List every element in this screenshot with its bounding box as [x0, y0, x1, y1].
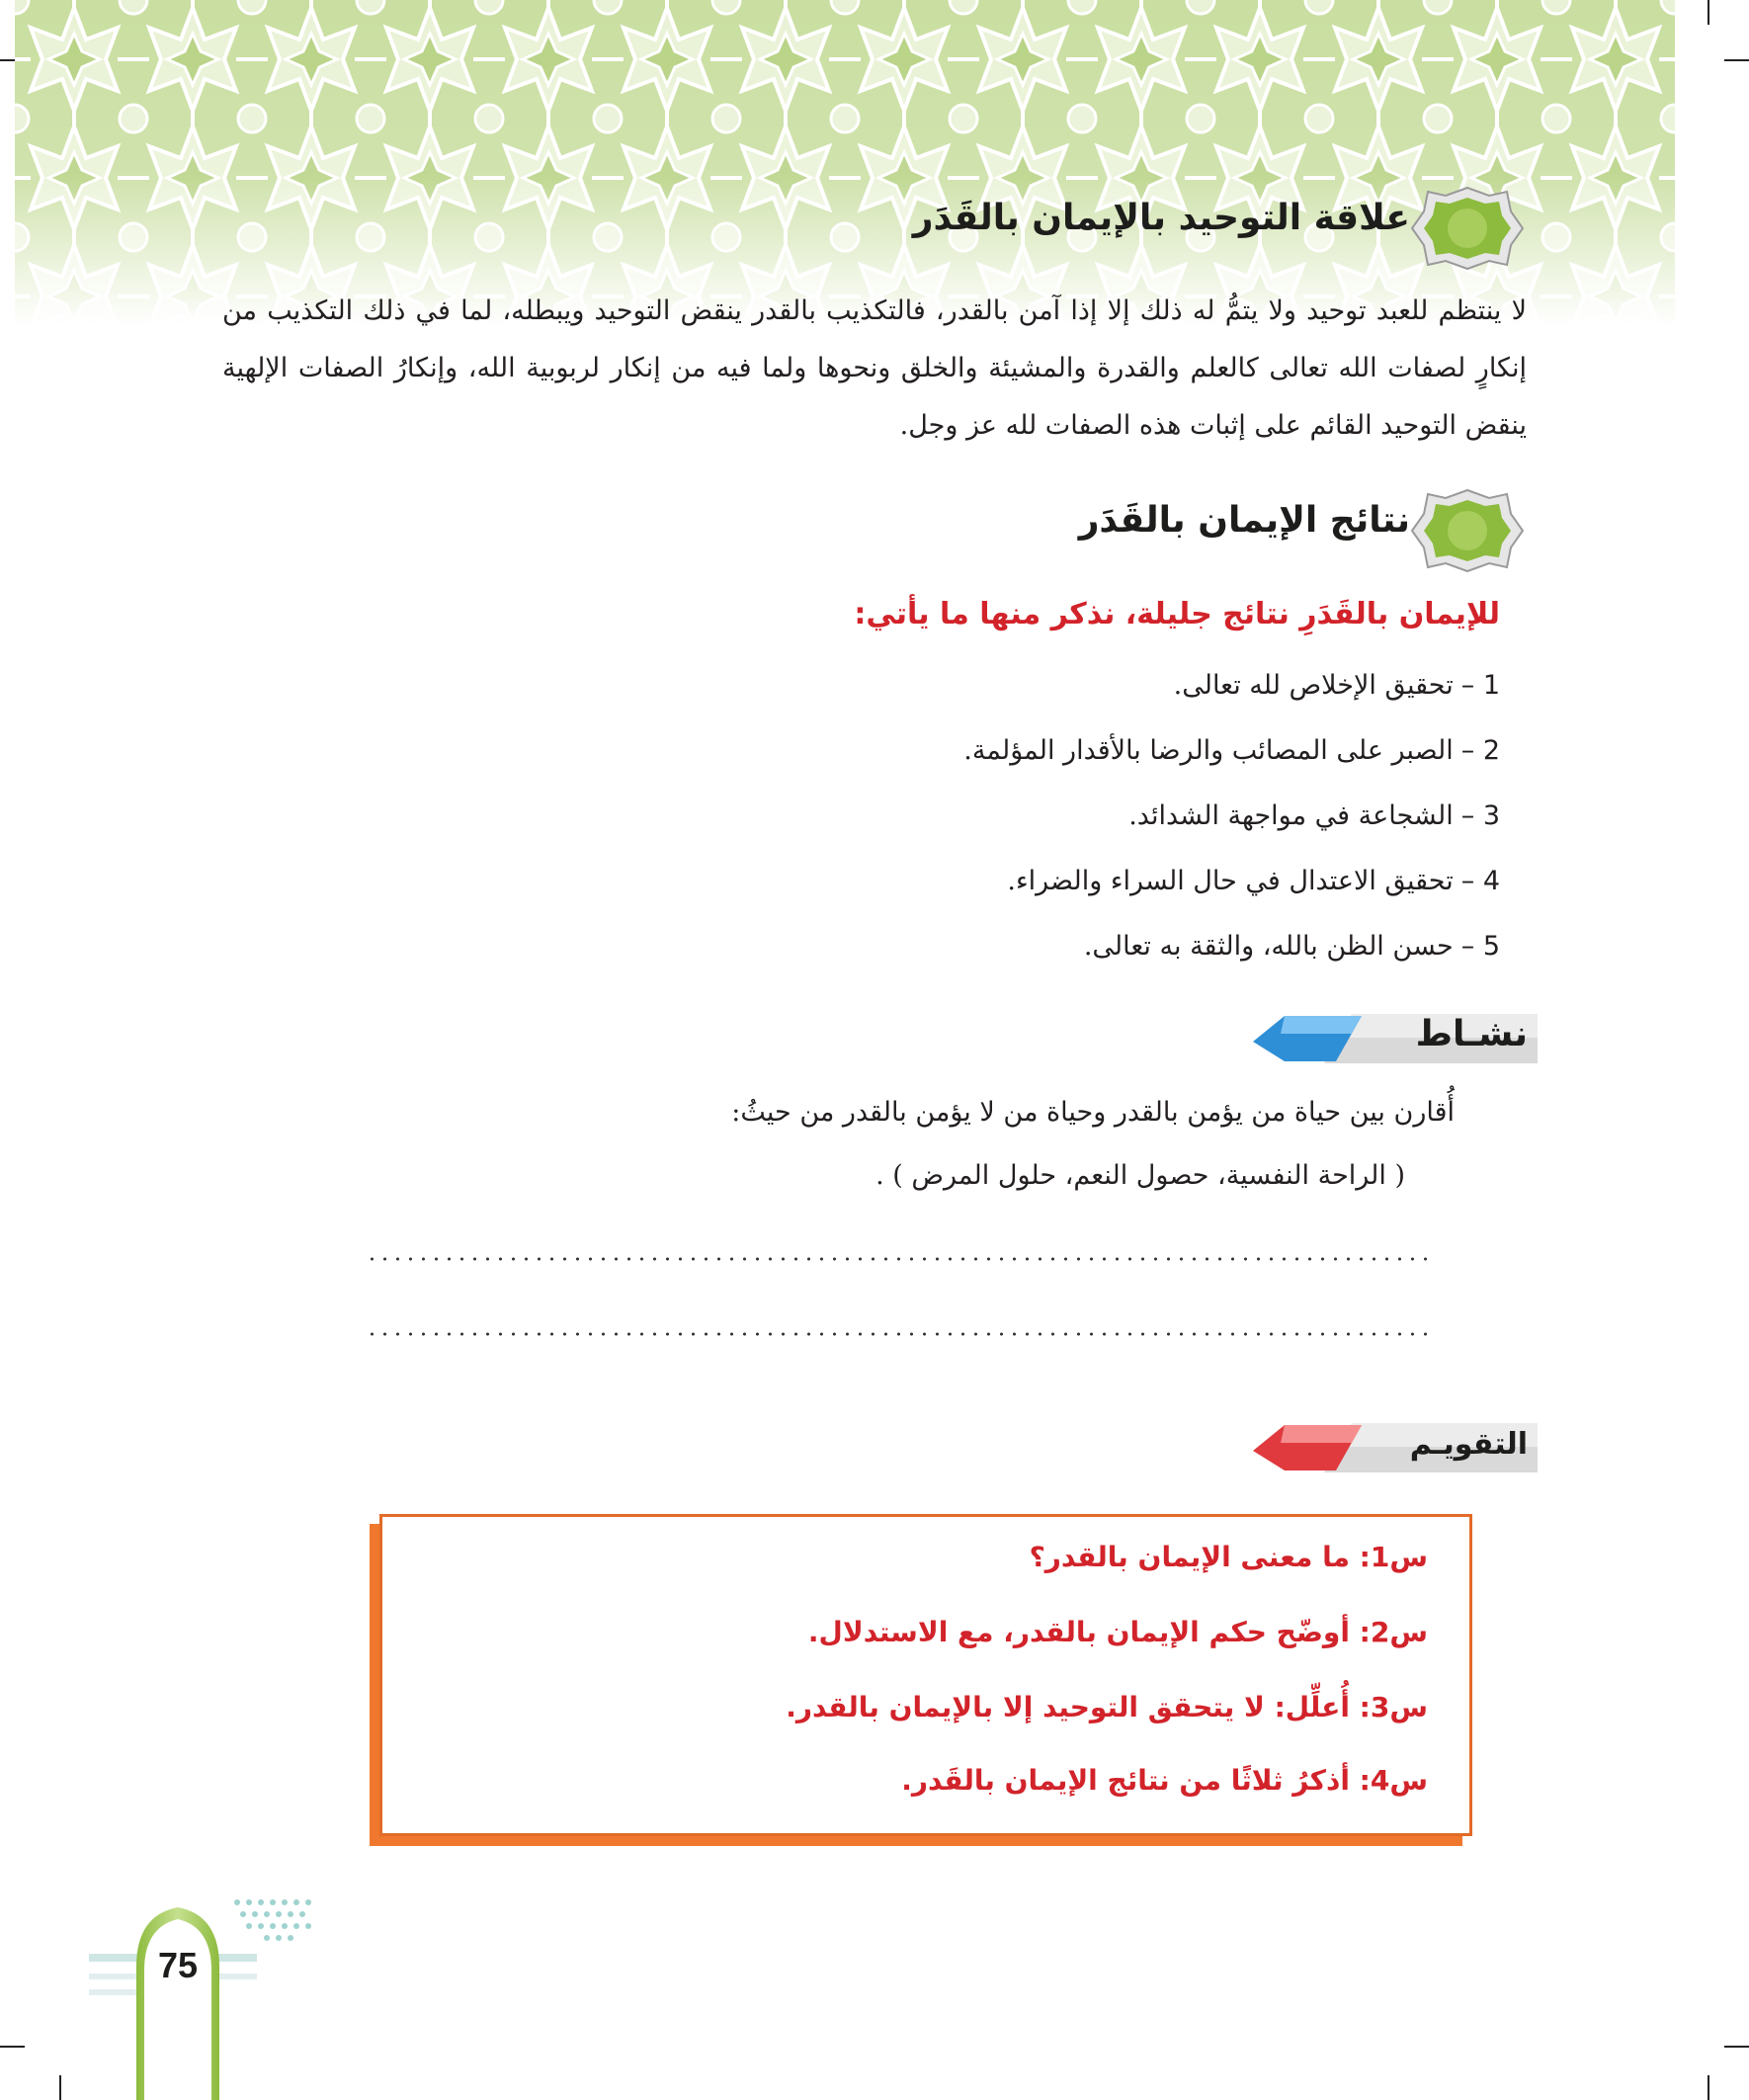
- list-item: [1084, 931, 1500, 962]
- question-3: س3: أُعلِّل: لا يتحقق التوحيد إلا بالإيمان بالقدر.: [786, 1691, 1428, 1723]
- item-number: 3 –: [1460, 800, 1500, 831]
- item-text: حسن الظن بالله، والثقة به تعالى.: [1083, 931, 1454, 962]
- question-4: س4: أذكرُ ثلاثًا من نتائج الإيمان بالقَدر.: [901, 1764, 1428, 1797]
- item-number: 4 –: [1460, 866, 1500, 896]
- list-item: [1007, 866, 1500, 896]
- activity-label: نشـاط: [1415, 1014, 1528, 1054]
- item-text: الشجاعة في مواجهة الشدائد.: [1128, 800, 1454, 831]
- activity-prompt: أُقارن بين حياة من يؤمن بالقدر وحياة من لا يؤمن بالقدر من حيثُ:: [731, 1097, 1455, 1128]
- crop-mark: [0, 2046, 25, 2048]
- page-number: 75: [157, 1945, 199, 1985]
- page-tab: [128, 1907, 227, 2100]
- octagon-star-icon: [1408, 184, 1527, 273]
- answer-line[interactable]: [366, 1332, 1428, 1336]
- section-header-relation: [912, 184, 1527, 273]
- crop-mark: [1707, 0, 1709, 25]
- item-number: 1 –: [1460, 670, 1500, 701]
- item-number: 2 –: [1460, 735, 1500, 766]
- evaluation-badge: [1245, 1419, 1541, 1476]
- evaluation-box: [379, 1514, 1472, 1836]
- crop-mark: [59, 2075, 61, 2100]
- crop-mark: [1724, 59, 1749, 61]
- section-title: نتائج الإيمان بالقَدَر: [1078, 500, 1410, 541]
- item-number: 5 –: [1460, 931, 1500, 962]
- question-1: س1: ما معنى الإيمان بالقدر؟: [1029, 1541, 1428, 1573]
- item-text: تحقيق الاعتدال في حال السراء والضراء.: [1007, 866, 1454, 896]
- relation-paragraph: لا ينتظم للعبد توحيد ولا يتمُّ له ذلك إلا إذا آمن بالقدر، فالتكذيب بالقدر ينقض التوحيد ويبطله، لما في ذلك التكذيب من إنكارٍ لصفات الله تعالى كالعلم والقدرة والمشيئة والخلق ونحوها ولما فيه من إنكار لربوبية الله، وإنكارُ الصفات الإلهية ينقض التوحيد القائم على إثبات هذه الصفات لله عز وجل.: [222, 295, 1527, 441]
- activity-points: ( الراحة النفسية، حصول النعم، حلول المرض ) .: [875, 1160, 1405, 1191]
- results-intro: للإيمان بالقَدَرِ نتائج جليلة، نذكر منها ما يأتي:: [854, 597, 1500, 631]
- header-pattern: [15, 0, 1675, 326]
- section-title: علاقة التوحيد بالإيمان بالقَدَر: [912, 198, 1410, 238]
- list-item: [1174, 670, 1500, 701]
- crop-mark: [1724, 2046, 1749, 2048]
- evaluation-label: التقويـم: [1409, 1427, 1528, 1462]
- crop-mark: [1707, 2075, 1709, 2100]
- answer-line[interactable]: [366, 1257, 1428, 1261]
- octagon-star-icon: [1408, 486, 1527, 575]
- activity-badge: [1245, 1010, 1541, 1067]
- list-item: [963, 735, 1500, 766]
- section-header-results: [1052, 486, 1527, 575]
- item-text: تحقيق الإخلاص لله تعالى.: [1173, 670, 1454, 701]
- item-text: الصبر على المصائب والرضا بالأقدار المؤلمة.: [963, 735, 1454, 766]
- question-2: س2: أوضّح حكم الإيمان بالقدر، مع الاستدلال.: [807, 1616, 1428, 1648]
- list-item: [1128, 800, 1500, 831]
